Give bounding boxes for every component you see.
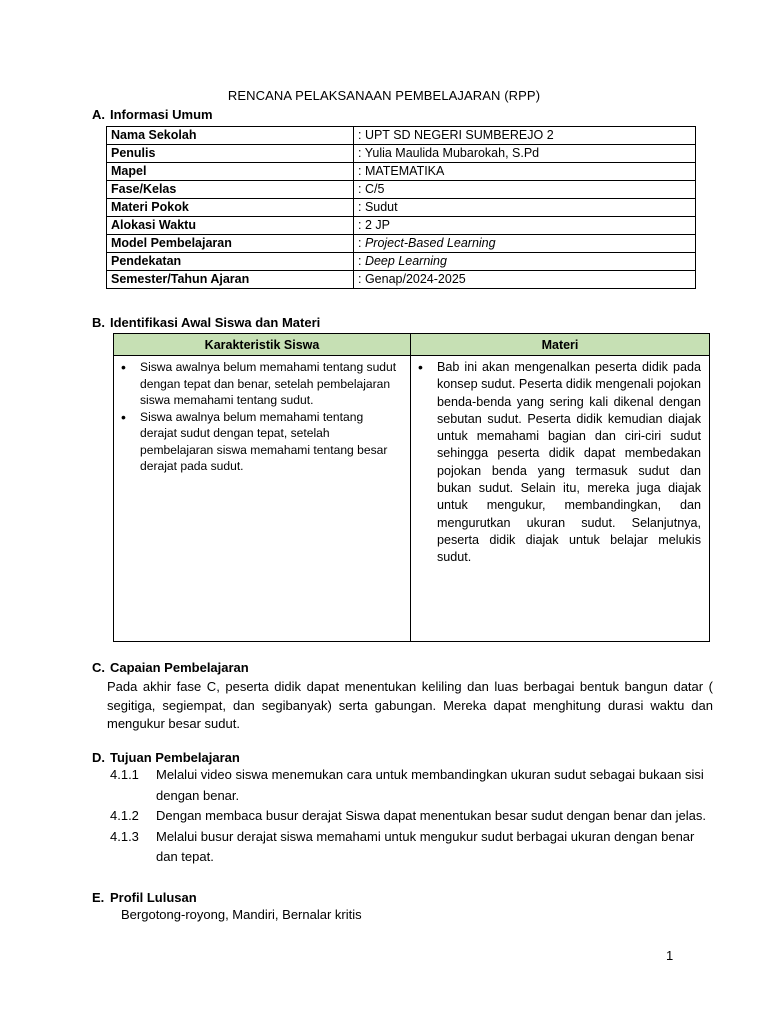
info-value: : Genap/2024-2025 — [354, 271, 696, 289]
column-header-materi: Materi — [411, 334, 710, 356]
tujuan-text: Melalui video siswa menemukan cara untuk membandingkan ukuran sudut sebagai bukaan sisi dengan benar. — [156, 767, 704, 803]
info-label: Penulis — [107, 145, 354, 163]
karakteristik-list — [120, 359, 402, 475]
section-a-letter: A. — [92, 107, 105, 122]
section-e-title: Profil Lulusan — [110, 890, 197, 905]
page-number: 1 — [666, 948, 674, 963]
value-italic: Project-Based Learning — [364, 236, 496, 250]
info-label: Pendekatan — [107, 253, 354, 271]
info-value: : 2 JP — [354, 217, 696, 235]
table-row — [107, 271, 696, 289]
info-value — [354, 253, 696, 271]
table-row — [114, 356, 710, 642]
info-value: : MATEMATIKA — [354, 163, 696, 181]
table-row — [107, 235, 696, 253]
table-row — [107, 181, 696, 199]
info-label: Nama Sekolah — [107, 127, 354, 145]
identification-table — [113, 333, 710, 642]
materi-list — [417, 359, 701, 567]
info-value: : UPT SD NEGERI SUMBEREJO 2 — [354, 127, 696, 145]
document-title: RENCANA PELAKSANAAN PEMBELAJARAN (RPP) — [227, 88, 541, 103]
table-row — [107, 253, 696, 271]
table-header-row — [114, 334, 710, 356]
info-table — [106, 126, 696, 289]
list-item — [110, 827, 715, 868]
section-b-letter: B. — [92, 315, 105, 330]
section-e-heading — [92, 890, 197, 905]
section-c-letter: C. — [92, 660, 105, 675]
info-value: : C/5 — [354, 181, 696, 199]
info-label: Mapel — [107, 163, 354, 181]
tujuan-number: 4.1.2 — [110, 808, 139, 823]
section-a-heading — [92, 107, 213, 122]
section-e-letter: E. — [92, 890, 105, 905]
info-label: Materi Pokok — [107, 199, 354, 217]
section-d-heading — [92, 750, 240, 765]
value-italic: Deep Learning — [364, 254, 447, 268]
info-value — [354, 235, 696, 253]
materi-cell — [411, 356, 710, 642]
section-c-title: Capaian Pembelajaran — [110, 660, 249, 675]
list-item: • Siswa awalnya belum memahami tentang sudut dengan tepat dan benar, setelah pembelajaran siswa memahami tentang sudut. — [120, 359, 402, 409]
info-label: Semester/Tahun Ajaran — [107, 271, 354, 289]
info-label: Fase/Kelas — [107, 181, 354, 199]
section-a-title: Informasi Umum — [110, 107, 213, 122]
list-item: • Siswa awalnya belum memahami tentang derajat sudut dengan tepat, setelah pembelajaran siswa memahami tentang besar derajat pada sudut. — [120, 409, 402, 475]
info-value: : Sudut — [354, 199, 696, 217]
info-label: Model Pembelajaran — [107, 235, 354, 253]
column-header-karakteristik: Karakteristik Siswa — [114, 334, 411, 356]
table-row — [107, 217, 696, 235]
capaian-text: Pada akhir fase C, peserta didik dapat menentukan keliling dan luas berbagai bentuk bangun datar ( segitiga, segiempat, dan segibanyak) serta gabungan. Mereka dapat menghitung durasi waktu dan mengukur besar sudut. — [107, 679, 713, 731]
tujuan-list — [110, 765, 715, 868]
section-d-title: Tujuan Pembelajaran — [110, 750, 240, 765]
tujuan-number: 4.1.3 — [110, 828, 139, 844]
list-item — [110, 806, 715, 827]
section-b-heading — [92, 315, 320, 330]
table-row — [107, 127, 696, 145]
value-prefix: : — [358, 254, 365, 268]
profil-text: Bergotong-royong, Mandiri, Bernalar kritis — [121, 907, 362, 922]
section-d-letter: D. — [92, 750, 105, 765]
table-row — [107, 145, 696, 163]
section-c-heading — [92, 660, 249, 675]
info-label: Alokasi Waktu — [107, 217, 354, 235]
list-item: • Bab ini akan mengenalkan peserta didik pada konsep sudut. Peserta didik mengenali pojokan benda-benda yang sering kali dikenal dengan sebutan sudut. Peserta didik kemudian diajak untuk memahami bagian dan ciri-ciri sudut sehingga peserta didik dapat membedakan pojokan benda yang termasuk sudut dan bukan sudut. Selain itu, mereka juga diajak untuk mengukur, membandingkan, dan mengurutkan ukuran sudut. Selanjutnya, peserta didik diajak untuk belajar melukis sudut. — [417, 359, 701, 567]
tujuan-number: 4.1.1 — [110, 767, 139, 782]
table-row — [107, 199, 696, 217]
list-item — [110, 765, 715, 806]
table-row — [107, 163, 696, 181]
tujuan-text: Dengan membaca busur derajat Siswa dapat menentukan besar sudut dengan benar dan jelas. — [156, 808, 706, 823]
section-b-title: Identifikasi Awal Siswa dan Materi — [110, 315, 321, 330]
info-value: : Yulia Maulida Mubarokah, S.Pd — [354, 145, 696, 163]
karakteristik-cell — [114, 356, 411, 642]
tujuan-text: Melalui busur derajat siswa memahami untuk mengukur sudut berbagai ukuran dengan benar dan tepat. — [156, 828, 695, 864]
value-prefix: : — [358, 236, 365, 250]
